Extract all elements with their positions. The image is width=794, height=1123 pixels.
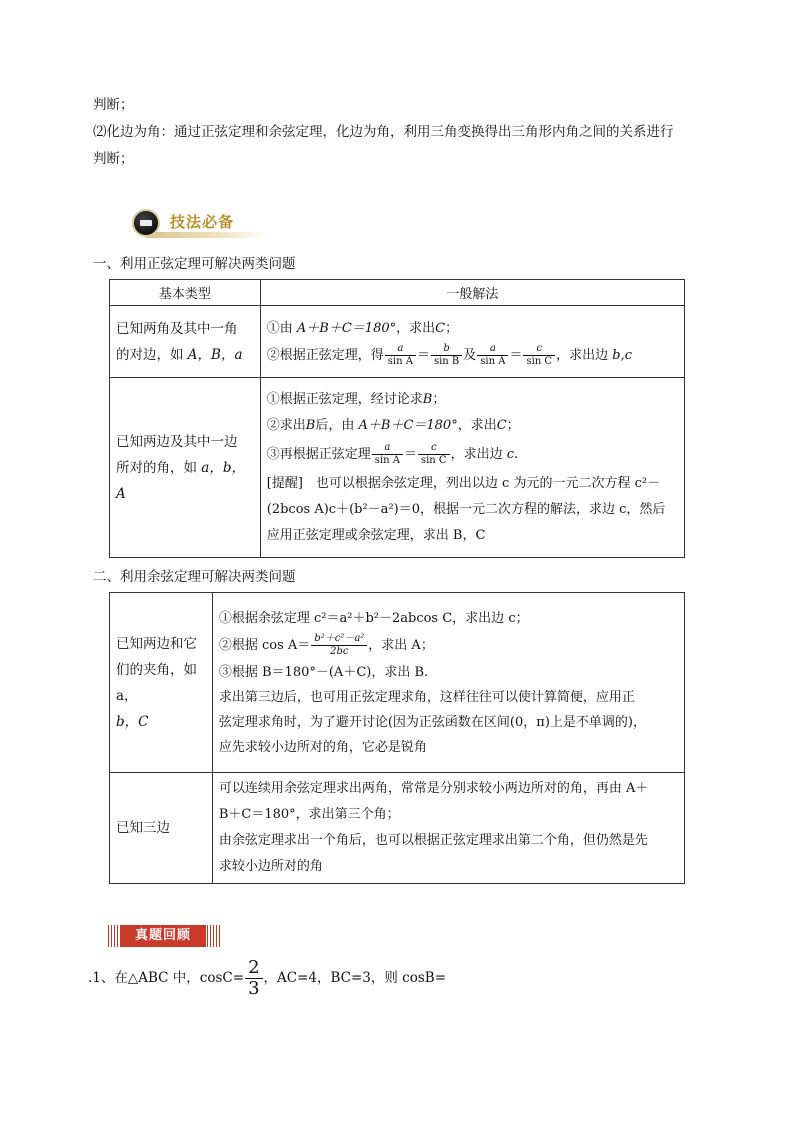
fraction-numerator: b (431, 343, 462, 356)
method-line: 应先求较小边所对的角，它必是锐角 (218, 739, 427, 755)
header-basic-type: 基本类型 (110, 280, 261, 306)
fraction (418, 442, 450, 467)
part1-heading: 一、利用正弦定理可解决两类问题 (93, 256, 296, 272)
row-type-cell (110, 773, 213, 884)
review-banner (108, 925, 222, 947)
fraction-numerator: 2 (245, 958, 262, 979)
method-var: B (305, 417, 316, 433)
fraction-denominator: sin A (387, 355, 413, 367)
method-text: ，求出 (457, 417, 497, 433)
note-line: [提醒] 也可以根据余弦定理，列出以边 c 为元的一元二次方程 c²－ (266, 475, 661, 491)
method-line: ②根据正弦定理，得 $\frac{a}{\text{sin A}}$ ＝ $\frac{b}{\text{sin B}}$ 及 $\frac{a}{\text{sin A}}$ ＝ $\frac{c}{\text{sin C}}$ ，求出边 b,c (266, 342, 632, 367)
method-expr: A＋B＋C＝180° (358, 417, 458, 433)
method-line (267, 315, 678, 342)
method-text: 及 (463, 347, 477, 363)
table-row (110, 773, 685, 884)
row-type-line: 的对边，如 (116, 346, 184, 363)
sine-law-table (109, 279, 685, 558)
method-var: c (506, 446, 515, 462)
method-text: ①由 (266, 320, 293, 336)
fraction (523, 343, 555, 368)
method-text: ②根据 cos A＝ (218, 637, 311, 653)
header-general-method: 一般解法 (260, 280, 684, 306)
method-text: ①根据正弦定理，经讨论求 (266, 391, 423, 407)
note-line: 应用正弦定理或余弦定理，求出 B，C (266, 527, 486, 543)
method-line: 可以连续用余弦定理求出两角，常常是分别求较小两边所对的角，再由 A＋ (218, 781, 649, 796)
cosine-law-table (109, 592, 685, 884)
row-type-line: 已知两边和它 (116, 635, 197, 652)
intro-line-1: 判断； (93, 97, 134, 113)
table-row (110, 593, 685, 773)
fraction-denominator: 2bc (330, 645, 349, 657)
row-type-cell (110, 378, 261, 558)
method-text: ，求出 (396, 320, 436, 336)
method-line: B＋C＝180°，求出第三个角； (218, 807, 400, 822)
method-line (267, 387, 678, 413)
fraction-numerator: a (385, 343, 416, 356)
method-line: 求较小边所对的角 (218, 859, 323, 874)
row-type-line: 们的夹角，如 a， (116, 661, 197, 704)
row-method-cell (212, 773, 684, 884)
book-icon (132, 209, 160, 237)
method-text: ； (432, 391, 446, 407)
method-expr: A＋B＋C＝180° (296, 320, 397, 336)
row-type-line: 已知两角及其中一角 (116, 320, 238, 337)
row-method-cell (260, 378, 684, 558)
row-method-cell (260, 306, 684, 378)
fraction-numerator: c (418, 442, 450, 455)
row-type-line: 已知三边 (116, 820, 170, 836)
method-text: 后，由 (315, 417, 355, 433)
method-text: ③再根据正弦定理 (266, 446, 371, 462)
fraction (477, 343, 508, 368)
method-line: 弦定理求角时，为了避开讨论(因为正弦函数在区间(0，π)上是不单调的)， (218, 714, 646, 730)
fraction-numerator: b²＋c²－a² (311, 633, 367, 646)
fraction-denominator: sin C (526, 355, 553, 367)
fraction-denominator: 3 (248, 978, 260, 999)
part2-heading: 二、利用余弦定理可解决两类问题 (93, 569, 296, 585)
row-type-cell (110, 593, 213, 773)
method-line: 由余弦定理求出一个角后，也可以根据正弦定理求出第二个角，但仍然是先 (218, 833, 648, 848)
fraction (311, 633, 367, 658)
row-type-vars: A，B，a (187, 346, 243, 363)
row-type-line: 已知两边及其中一边 (116, 433, 238, 450)
method-var: C (435, 320, 446, 336)
method-var: C (496, 417, 507, 433)
fraction-denominator: sin A (480, 355, 506, 367)
method-var: B (422, 391, 433, 407)
note-line: (2bcos A)c＋(b²－a²)＝0，根据一元二次方程的解法，求边 c，然后 (266, 501, 666, 517)
review-banner-title: 真题回顾 (120, 925, 206, 947)
table-row (110, 378, 685, 558)
row-type-vars: a，b，A (116, 459, 245, 502)
fraction (385, 343, 416, 368)
section-banner-title: 技法必备 (170, 213, 235, 231)
question-1 (88, 958, 446, 999)
method-line: ③再根据正弦定理 $\frac{a}{\text{sin A}}$ ＝ $\frac{c}{\text{sin C}}$ ，求出边 c. (266, 441, 519, 466)
intro-line-2: ⑵化边为角：通过正弦定理和余弦定理，化边为角，利用三角变换得出三角形内角之间的关系进行 (93, 124, 674, 140)
fraction-denominator: sin B (433, 355, 460, 367)
method-text: ②求出 (266, 417, 306, 433)
row-type-vars: b，C (116, 713, 149, 730)
fraction-numerator: a (477, 343, 508, 356)
banner-underline (146, 232, 268, 238)
row-type-line: 所对的角，如 (116, 459, 197, 476)
fraction (431, 343, 462, 368)
method-text: ，求出边 (556, 347, 609, 363)
row-method-cell (212, 593, 684, 773)
fraction (245, 958, 262, 999)
table-header-row (110, 280, 685, 306)
fraction-denominator: sin C (420, 454, 447, 466)
fraction (372, 442, 403, 467)
method-text: ，求出 A； (368, 637, 434, 653)
method-text: ，求出边 (450, 446, 503, 462)
row-type-cell (110, 306, 261, 378)
question-suffix: ，AC=4，BC=3，则 cosB= (263, 970, 447, 986)
method-line: ①根据余弦定理 c²＝a²＋b²－2abcos C，求出边 c； (218, 610, 529, 626)
method-text: ； (506, 417, 520, 433)
question-prefix: .1、在△ABC 中，cosC= (88, 970, 245, 986)
method-line: 求出第三边后，也可用正弦定理求角，这样往往可以使计算简便，应用正 (218, 689, 635, 705)
method-line (267, 413, 678, 439)
method-text: ； (445, 320, 459, 336)
method-line (219, 633, 678, 658)
fraction-denominator: sin A (374, 454, 400, 466)
table-row (110, 306, 685, 378)
fraction-numerator: c (523, 343, 555, 356)
method-var: b,c (612, 347, 632, 363)
method-text: . (514, 446, 519, 462)
method-line: ③根据 B＝180°－(A＋C)，求出 B. (218, 664, 429, 680)
intro-line-3: 判断； (93, 151, 134, 167)
fraction-numerator: a (372, 442, 403, 455)
method-text: ②根据正弦定理，得 (266, 347, 384, 363)
